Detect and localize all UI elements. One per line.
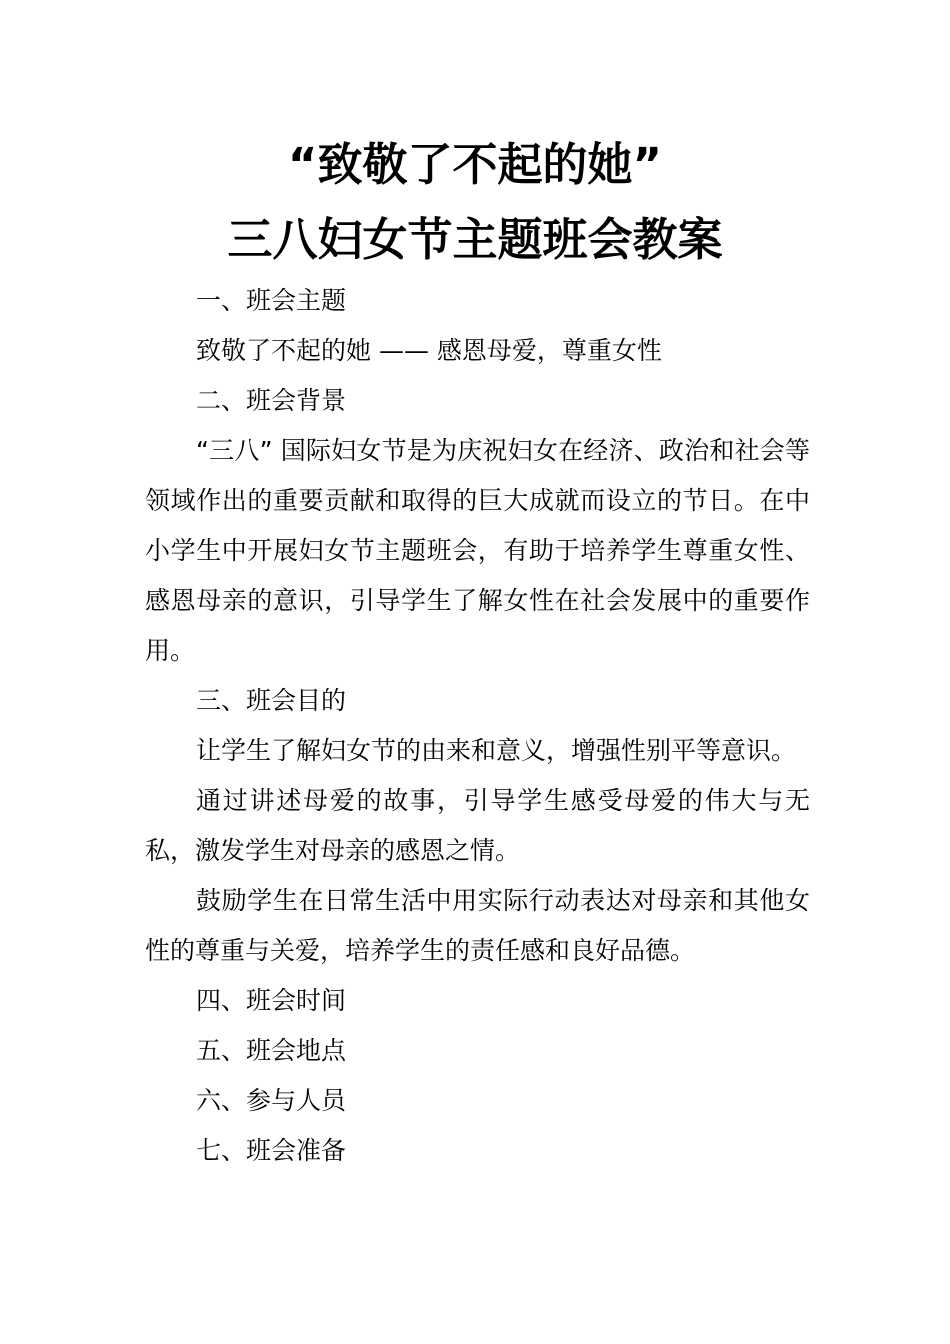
document-title-line-2: 三八妇女节主题班会教案 [227,213,723,266]
section-heading-preparation: 七、班会准备 [196,1136,347,1165]
section-heading-time: 四、班会时间 [196,986,347,1015]
section-heading-purpose: 三、班会目的 [196,686,347,715]
purpose-paragraph-1: 让学生了解妇女节的由来和意义，增强性别平等意识。 [196,736,797,765]
background-paragraph: “三八” 国际妇女节是为庆祝妇女在经济、政治和社会等领域作出的重要贡献和取得的巨大成就而设立的节日。在中小学生中开展妇女节主题班会，有助于培养学生尊重女性、感恩母亲的意识，引导学生了解女性在社会发展中的重要作用。 [145,436,810,665]
section-heading-participants: 六、参与人员 [196,1086,347,1115]
document-title-line-1: “致敬了不起的她” [287,138,663,191]
section-heading-location: 五、班会地点 [196,1036,347,1065]
document-body [145,276,810,1176]
purpose-paragraph-2: 通过讲述母爱的故事，引导学生感受母爱的伟大与无私，激发学生对母亲的感恩之情。 [145,786,810,865]
section-heading-background: 二、班会背景 [196,386,347,415]
theme-paragraph: 致敬了不起的她 —— 感恩母爱，尊重女性 [196,336,662,365]
section-heading-theme: 一、班会主题 [196,286,347,315]
purpose-paragraph-3: 鼓励学生在日常生活中用实际行动表达对母亲和其他女性的尊重与关爱，培养学生的责任感和良好品德。 [145,886,810,965]
